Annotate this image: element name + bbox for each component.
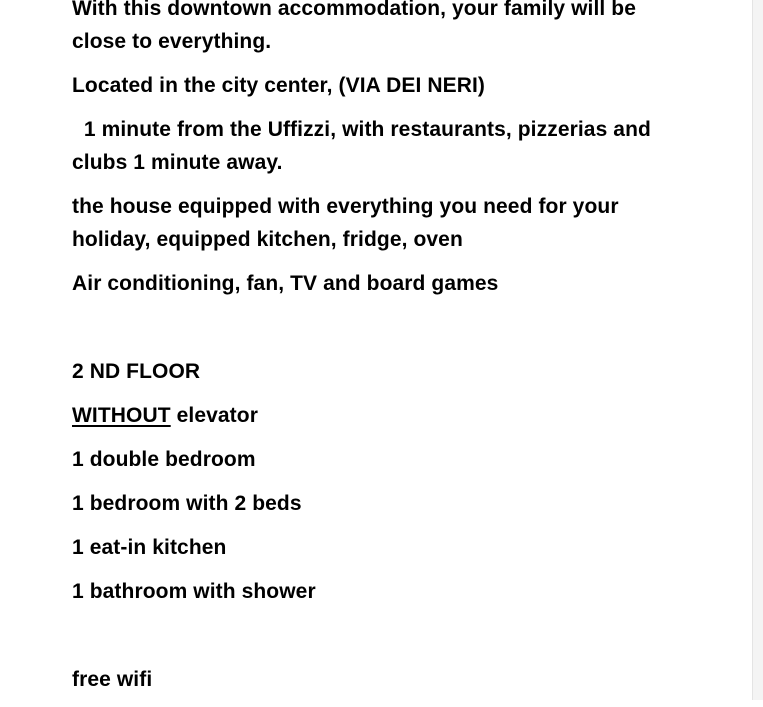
wifi-line: free wifi bbox=[72, 668, 153, 691]
page-edge bbox=[752, 0, 763, 700]
elevator-line bbox=[72, 399, 692, 432]
room-line: 1 bathroom with shower bbox=[72, 580, 316, 603]
blank-line bbox=[72, 619, 692, 663]
amenities-paragraph: the house equipped with everything you need for your holiday, equipped kitchen, fridge, oven bbox=[72, 195, 619, 251]
elevator-without-text: WITHOUT bbox=[72, 404, 171, 427]
location-paragraph: Located in the city center, (VIA DEI NERI) bbox=[72, 74, 486, 97]
appliances-paragraph: Air conditioning, fan, TV and board games bbox=[72, 272, 499, 295]
room-line: 1 bedroom with 2 beds bbox=[72, 492, 302, 515]
elevator-rest-text: elevator bbox=[170, 404, 258, 427]
nearby-paragraph: 1 minute from the Uffizzi, with restaurants, pizzerias and clubs 1 minute away. bbox=[72, 118, 657, 174]
floor-line: 2 ND FLOOR bbox=[72, 360, 201, 383]
intro-paragraph: With this downtown accommodation, your family will be close to everything. bbox=[72, 0, 636, 53]
room-line: 1 double bedroom bbox=[72, 448, 256, 471]
room-line: 1 eat-in kitchen bbox=[72, 536, 227, 559]
blank-line bbox=[72, 311, 692, 355]
document-body bbox=[72, 0, 692, 707]
